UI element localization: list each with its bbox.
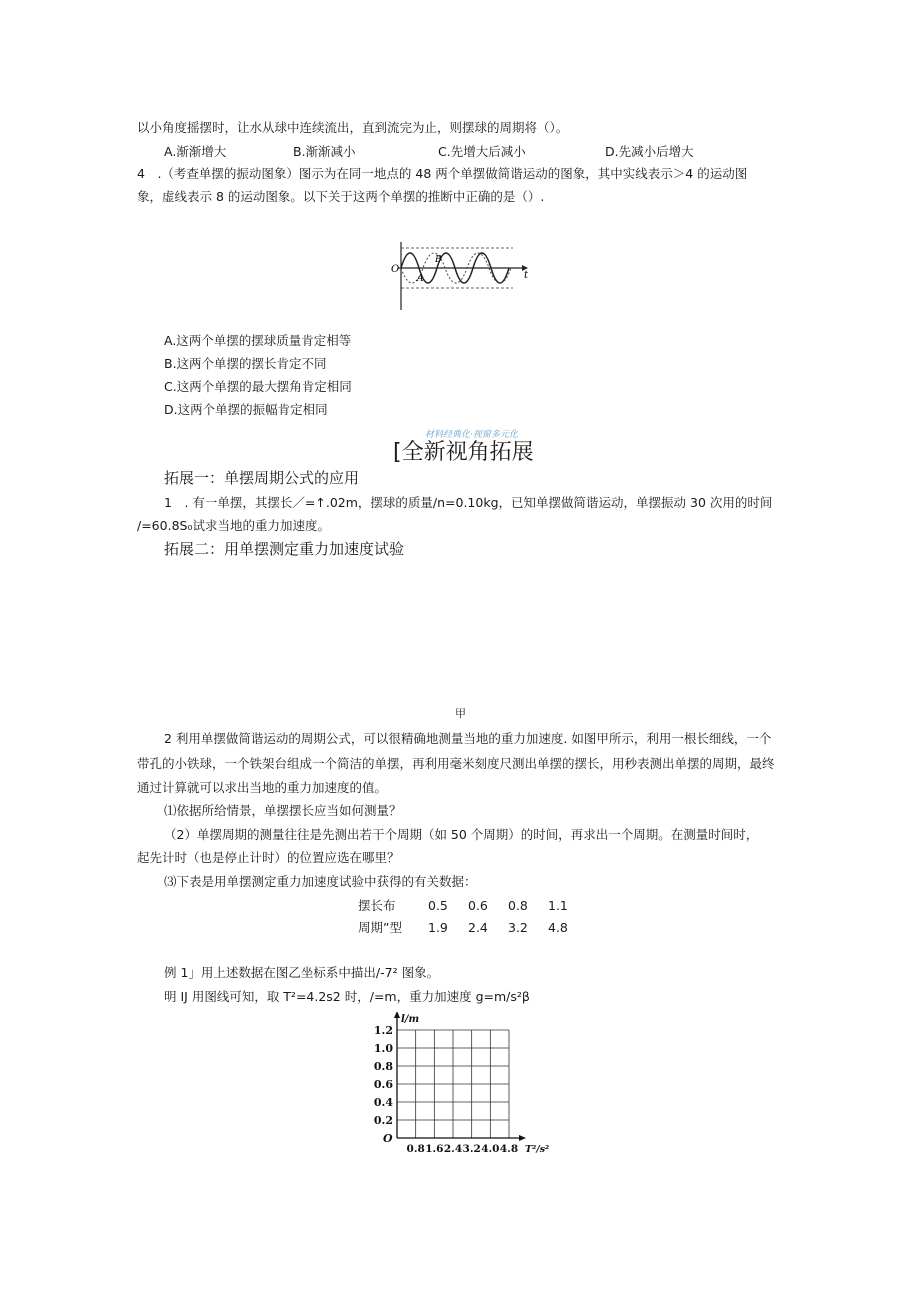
- table-cell: 3.2: [508, 919, 528, 935]
- q4-option-d: D.这两个单摆的振幅肯定相同: [164, 402, 328, 417]
- example1-line1: 例 1」用上述数据在图乙坐标系中描出/-7² 图象。: [164, 965, 440, 980]
- y-tick-label: 1.0: [373, 1042, 393, 1055]
- l-t2-chart: [360, 1012, 560, 1162]
- y-tick-label: 1.2: [373, 1024, 393, 1037]
- table-cell: 1.9: [428, 919, 448, 935]
- x-tick-label: 0.8: [406, 1143, 425, 1155]
- table-row-label: 摆长布: [358, 898, 396, 913]
- x-tick-label: 2.4: [443, 1143, 463, 1155]
- y-axis-label: l/m: [401, 1014, 420, 1025]
- section-watermark: 材料经典化·视窗多元化: [425, 430, 518, 440]
- ext2-title: 拓展二：用单摆测定重力加速度试验: [164, 540, 405, 558]
- y-tick-label: 0.8: [373, 1060, 393, 1073]
- y-tick-label: 0.6: [373, 1078, 393, 1091]
- q4-option-b: B.这两个单摆的摆长肯定不同: [164, 356, 327, 371]
- table-row-label: 周期”型: [358, 920, 402, 935]
- x-tick-label: 3.2: [462, 1143, 481, 1155]
- ext2-question2-line2: 起先计时（也是停止计时）的位置应选在哪里？: [137, 850, 400, 865]
- figure-jia-label: 甲: [455, 707, 466, 720]
- q3-option-c: C.先增大后减小: [438, 144, 526, 159]
- figure-curve-b-label: B: [435, 255, 442, 265]
- oscillation-figure: [388, 240, 533, 312]
- table-cell: 0.8: [508, 897, 528, 913]
- q4-option-a: A.这两个单摆的摆球质量肯定相等: [164, 333, 352, 348]
- x-tick-label: 1.6: [425, 1143, 444, 1155]
- x-axis-label: T²/s²: [525, 1144, 550, 1155]
- ext1-line2: /=60.8S₀试求当地的重力加速度。: [137, 518, 330, 533]
- q3-option-a: A.渐渐增大: [164, 144, 227, 159]
- table-cell: 2.4: [468, 919, 488, 935]
- table-row: [358, 916, 588, 938]
- x-tick-label: 4.0: [481, 1143, 500, 1155]
- q3-option-b: B.渐渐减小: [293, 144, 356, 159]
- data-table: [358, 894, 588, 938]
- x-axis-arrow: [519, 1135, 526, 1141]
- example1-line2: 明 IJ 用图线可知，取 T²=4.2s2 时，/=m，重力加速度 g=m∕s²β: [164, 989, 530, 1004]
- figure-origin-label: O: [391, 264, 400, 275]
- ext2-question2-line1: （2）单摆周期的测量往往是先测出若干个周期（如 50 个周期）的时间，再求出一个周期。在测量时间时，: [164, 827, 759, 842]
- ext1-line1: 1 . 有一单摆，其摆长／=↑.02m，摆球的质量/n=0.10kg，已知单摆做简谐运动，单摆振动 30 次用的时间: [164, 495, 773, 510]
- ext2-paragraph-line1: 2 利用单摆做简谐运动的周期公式，可以很精确地测量当地的重力加速度. 如图甲所示，利用一根长细线，一个: [164, 731, 772, 746]
- y-tick-label: 0.2: [373, 1114, 393, 1127]
- ext2-question1: ⑴依据所给情景，单摆摆长应当如何测量？: [164, 803, 402, 818]
- q4-stem-line1: 4 .（考查单摆的振动图象）图示为在同一地点的 48 两个单摆做简谐运动的图象，其中实线表示＞4 的运动图: [137, 166, 748, 181]
- ext1-title: 拓展一：单摆周期公式的应用: [164, 469, 360, 487]
- q4-stem-line2: 象，虚线表示 8 的运动图象。以下关于这两个单摆的推断中正确的是（）.: [137, 189, 545, 204]
- ext2-paragraph-line2: 带孔的小铁球，一个铁架台组成一个简洁的单摆，再利用毫米刻度尺测出单摆的摆长，用秒表测出单摆的周期，最终: [137, 756, 775, 771]
- section-title: [全新视角拓展: [393, 440, 534, 465]
- q3-option-d: D.先减小后增大: [605, 144, 694, 159]
- chart-origin-label: O: [383, 1132, 393, 1145]
- table-row: [358, 894, 588, 916]
- table-cell: 4.8: [548, 919, 568, 935]
- ext2-question3: ⑶下表是用单摆测定重力加速度试验中获得的有关数据：: [164, 874, 477, 889]
- figure-t-label: t: [524, 270, 529, 281]
- q4-option-c: C.这两个单摆的最大摆角肯定相同: [164, 379, 352, 394]
- ext2-paragraph-line3: 通过计算就可以求出当地的重力加速度的值。: [137, 780, 388, 795]
- table-cell: 0.6: [468, 897, 488, 913]
- x-tick-label: 4.8: [499, 1143, 519, 1155]
- y-axis-arrow: [394, 1012, 400, 1018]
- table-cell: 0.5: [428, 897, 448, 913]
- table-cell: 1.1: [548, 897, 568, 913]
- figure-curve-a-label: A: [417, 274, 424, 284]
- q3-stem: 以小角度摇摆时，让水从球中连续流出，直到流完为止，则摆球的周期将（）。: [137, 120, 569, 135]
- y-tick-label: 0.4: [373, 1096, 393, 1109]
